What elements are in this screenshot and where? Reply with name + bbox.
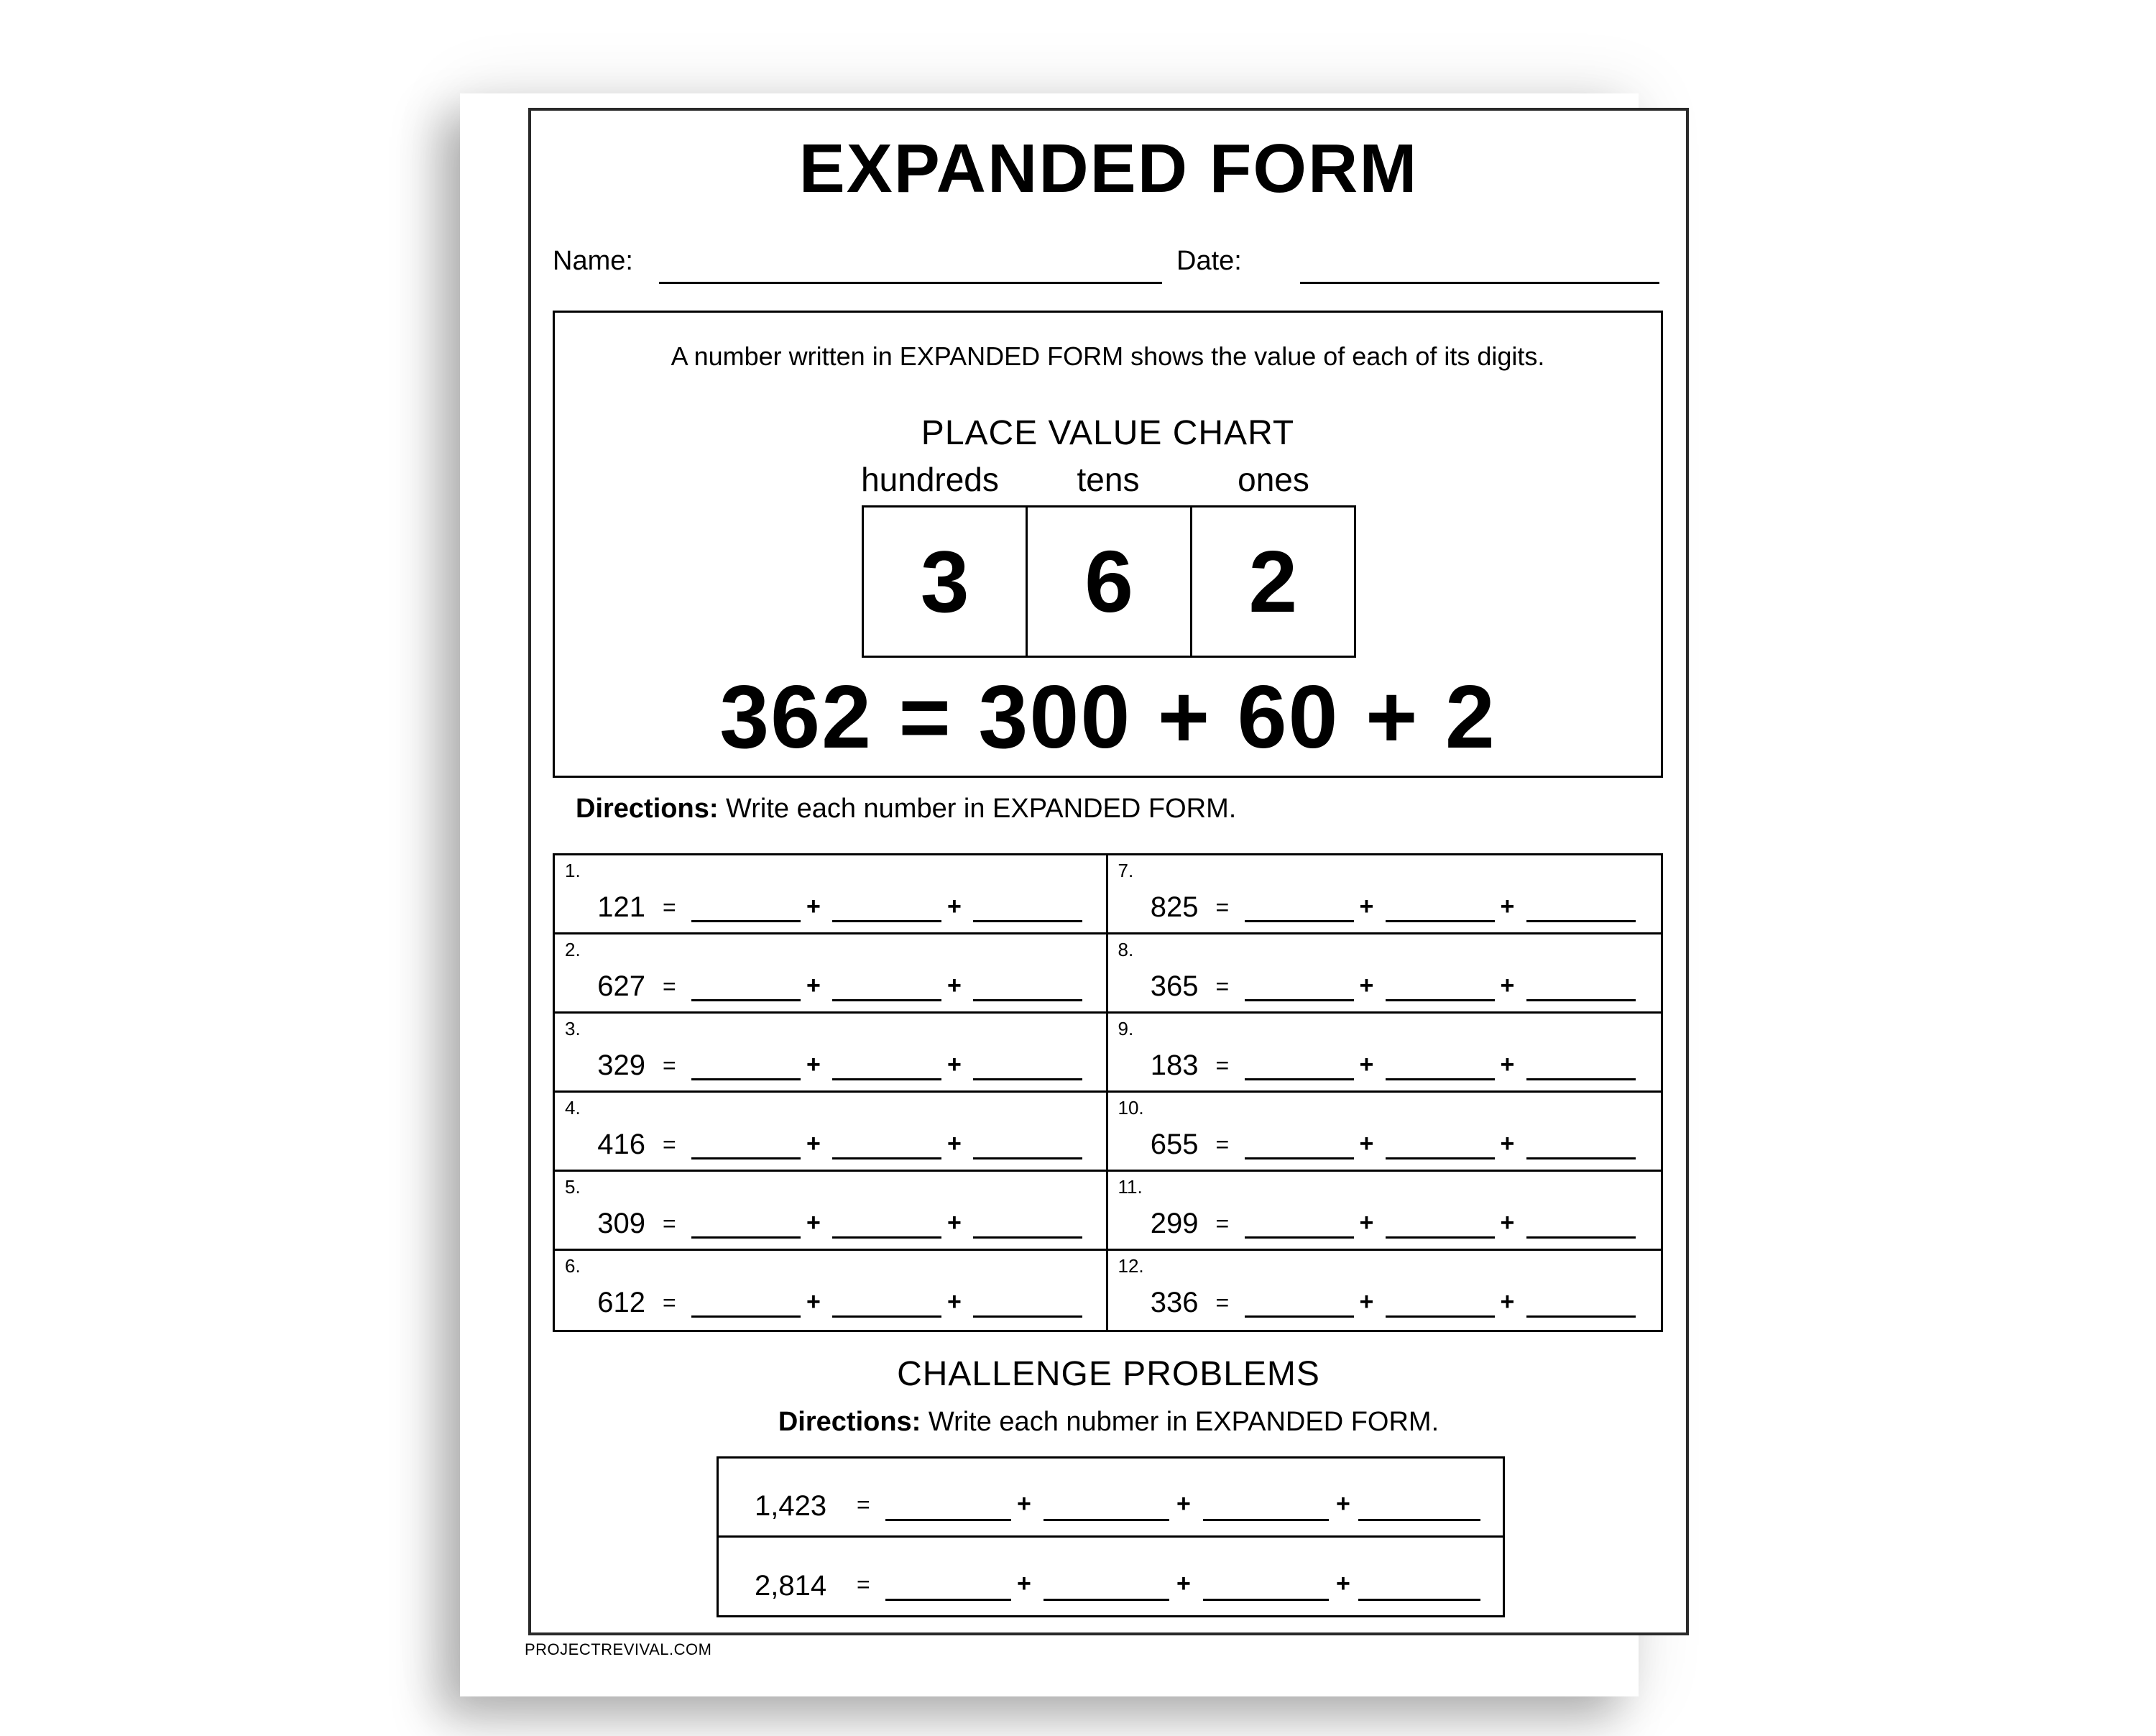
plus-sign: + [1359, 893, 1374, 920]
problem-row [555, 934, 1108, 1014]
answer-blank[interactable] [973, 920, 1082, 922]
answer-blank[interactable] [973, 1157, 1082, 1159]
directions-label: Directions: [576, 794, 719, 824]
problem-number: 5. [565, 1176, 581, 1198]
problem-number: 6. [565, 1255, 581, 1277]
answer-blank[interactable] [973, 1236, 1082, 1239]
problem-row [555, 1014, 1108, 1093]
problem-value: 299 [1150, 1208, 1199, 1239]
name-date-row [553, 246, 1659, 289]
plus-sign: + [947, 893, 962, 920]
problem-value: 183 [1150, 1050, 1199, 1081]
problem-row [555, 1093, 1108, 1172]
name-label: Name: [553, 246, 633, 276]
challenge-row [719, 1538, 1503, 1617]
challenge-row [719, 1459, 1503, 1538]
problem-number: 9. [1118, 1018, 1134, 1039]
problem-number: 2. [565, 939, 581, 960]
answer-blank[interactable] [1386, 1078, 1495, 1080]
intro-text: A number written in EXPANDED FORM shows the value of each of its digits. [671, 341, 1545, 371]
problem-row [1108, 934, 1662, 1014]
plus-sign: + [1500, 1051, 1515, 1078]
answer-blank[interactable] [1245, 1078, 1354, 1080]
directions [576, 794, 1236, 825]
answer-blank[interactable] [1386, 999, 1495, 1001]
challenge-value: 1,423 [755, 1490, 827, 1522]
equals-sign: = [1215, 973, 1230, 999]
directions-text: Write each number in EXPANDED FORM. [718, 794, 1237, 824]
date-label: Date: [1176, 246, 1242, 276]
plus-sign: + [1176, 1490, 1191, 1517]
footer-source: PROJECTREVIVAL.COM [525, 1640, 712, 1658]
plus-sign: + [1017, 1490, 1031, 1517]
answer-blank[interactable] [691, 1315, 801, 1318]
equals-sign: = [663, 1131, 676, 1157]
answer-blank[interactable] [973, 1315, 1082, 1318]
plus-sign: + [947, 1288, 962, 1315]
answer-blank[interactable] [1245, 1157, 1354, 1159]
problem-value: 329 [597, 1050, 645, 1081]
plus-sign: + [806, 972, 821, 999]
answer-blank[interactable] [832, 1157, 941, 1159]
problem-number: 12. [1118, 1255, 1144, 1277]
problem-value: 309 [597, 1208, 645, 1239]
plus-sign: + [1336, 1490, 1350, 1517]
pv-header-hundreds: hundreds [861, 461, 999, 498]
problem-number: 10. [1118, 1097, 1144, 1119]
answer-blank[interactable] [1358, 1599, 1480, 1601]
plus-sign: + [1359, 972, 1374, 999]
equals-sign: = [663, 894, 676, 920]
answer-blank[interactable] [691, 1157, 801, 1159]
answer-blank[interactable] [832, 999, 941, 1001]
answer-blank[interactable] [1526, 1157, 1636, 1159]
pv-digit-ones: 2 [1248, 533, 1298, 630]
equals-sign: = [857, 1492, 870, 1517]
problems-grid [553, 853, 1663, 1332]
pv-header-tens: tens [1077, 461, 1140, 498]
challenge-value: 2,814 [755, 1570, 827, 1602]
problem-row [1108, 1093, 1662, 1172]
problem-number: 7. [1118, 860, 1134, 881]
plus-sign: + [806, 893, 821, 920]
problem-number: 1. [565, 860, 581, 881]
plus-sign: + [1359, 1051, 1374, 1078]
plus-sign: + [947, 972, 962, 999]
answer-blank[interactable] [832, 1236, 941, 1239]
answer-blank[interactable] [1044, 1599, 1169, 1601]
answer-blank[interactable] [885, 1519, 1011, 1521]
answer-blank[interactable] [1526, 999, 1636, 1001]
plus-sign: + [1017, 1570, 1031, 1597]
date-field[interactable] [1300, 282, 1659, 284]
equals-sign: = [1215, 1131, 1230, 1157]
challenge-directions-label: Directions: [778, 1407, 921, 1437]
equals-sign: = [663, 1211, 676, 1236]
answer-blank[interactable] [1245, 1315, 1354, 1318]
problem-value: 655 [1150, 1129, 1199, 1160]
plus-sign: + [1359, 1130, 1374, 1157]
problem-number: 4. [565, 1097, 581, 1119]
problem-value: 825 [1150, 891, 1199, 923]
name-field[interactable] [659, 282, 1162, 284]
answer-blank[interactable] [832, 1315, 941, 1318]
equals-sign: = [1215, 1211, 1230, 1236]
problem-value: 627 [597, 970, 645, 1002]
example-equation: 362 = 300 + 60 + 2 [719, 668, 1496, 767]
equals-sign: = [1215, 894, 1230, 920]
answer-blank[interactable] [1044, 1519, 1169, 1521]
plus-sign: + [1500, 893, 1515, 920]
equals-sign: = [1215, 1052, 1230, 1078]
plus-sign: + [1176, 1570, 1191, 1597]
plus-sign: + [1336, 1570, 1350, 1597]
problem-row [1108, 1251, 1662, 1330]
answer-blank[interactable] [973, 1078, 1082, 1080]
plus-sign: + [1359, 1288, 1374, 1315]
plus-sign: + [806, 1209, 821, 1236]
problem-number: 11. [1118, 1176, 1143, 1198]
problem-number: 3. [565, 1018, 581, 1039]
problem-value: 336 [1150, 1287, 1199, 1318]
answer-blank[interactable] [885, 1599, 1011, 1601]
answer-blank[interactable] [1386, 1236, 1495, 1239]
plus-sign: + [1359, 1209, 1374, 1236]
plus-sign: + [806, 1130, 821, 1157]
answer-blank[interactable] [1358, 1519, 1480, 1521]
plus-sign: + [947, 1209, 962, 1236]
problem-value: 416 [597, 1129, 645, 1160]
answer-blank[interactable] [691, 1236, 801, 1239]
answer-blank[interactable] [1203, 1519, 1329, 1521]
equals-sign: = [1215, 1290, 1230, 1315]
challenge-box [717, 1456, 1505, 1617]
answer-blank[interactable] [1386, 1315, 1495, 1318]
problem-value: 612 [597, 1287, 645, 1318]
answer-blank[interactable] [832, 920, 941, 922]
answer-blank[interactable] [1526, 1236, 1636, 1239]
answer-blank[interactable] [1526, 920, 1636, 922]
plus-sign: + [1500, 1288, 1515, 1315]
plus-sign: + [1500, 972, 1515, 999]
challenge-directions-text: Write each nubmer in EXPANDED FORM. [921, 1407, 1439, 1437]
answer-blank[interactable] [1386, 1157, 1495, 1159]
worksheet-title: EXPANDED FORM [798, 130, 1419, 207]
equals-sign: = [857, 1571, 870, 1597]
equals-sign: = [663, 1290, 676, 1315]
problem-row [555, 1251, 1108, 1330]
problem-value: 365 [1150, 970, 1199, 1002]
answer-blank[interactable] [1386, 920, 1495, 922]
answer-blank[interactable] [1245, 920, 1354, 922]
problem-row [555, 855, 1108, 934]
problem-value: 121 [597, 891, 645, 923]
challenge-title: CHALLENGE PROBLEMS [897, 1355, 1320, 1393]
worksheet-page [528, 108, 1689, 1635]
place-value-chart [862, 505, 1356, 658]
answer-blank[interactable] [1526, 1315, 1636, 1318]
pv-digit-hundreds: 3 [864, 508, 1028, 656]
answer-blank[interactable] [973, 999, 1082, 1001]
pv-header-ones: ones [1238, 461, 1309, 498]
answer-blank[interactable] [1245, 1236, 1354, 1239]
plus-sign: + [1500, 1209, 1515, 1236]
answer-blank[interactable] [832, 1078, 941, 1080]
answer-blank[interactable] [1245, 999, 1354, 1001]
challenge-directions [531, 1407, 1686, 1438]
pv-digit-tens: 6 [1028, 508, 1192, 656]
equals-sign: = [663, 1052, 676, 1078]
problem-row [1108, 1172, 1662, 1251]
answer-blank[interactable] [1526, 1078, 1636, 1080]
answer-blank[interactable] [691, 999, 801, 1001]
intro-box [553, 311, 1663, 778]
problem-row [1108, 855, 1662, 934]
problem-row [1108, 1014, 1662, 1093]
plus-sign: + [1500, 1130, 1515, 1157]
answer-blank[interactable] [1203, 1599, 1329, 1601]
equals-sign: = [663, 973, 676, 999]
answer-blank[interactable] [691, 1078, 801, 1080]
plus-sign: + [947, 1130, 962, 1157]
problem-row [555, 1172, 1108, 1251]
plus-sign: + [947, 1051, 962, 1078]
plus-sign: + [806, 1051, 821, 1078]
place-value-chart-title: PLACE VALUE CHART [921, 414, 1295, 452]
problem-number: 8. [1118, 939, 1134, 960]
plus-sign: + [806, 1288, 821, 1315]
answer-blank[interactable] [691, 920, 801, 922]
